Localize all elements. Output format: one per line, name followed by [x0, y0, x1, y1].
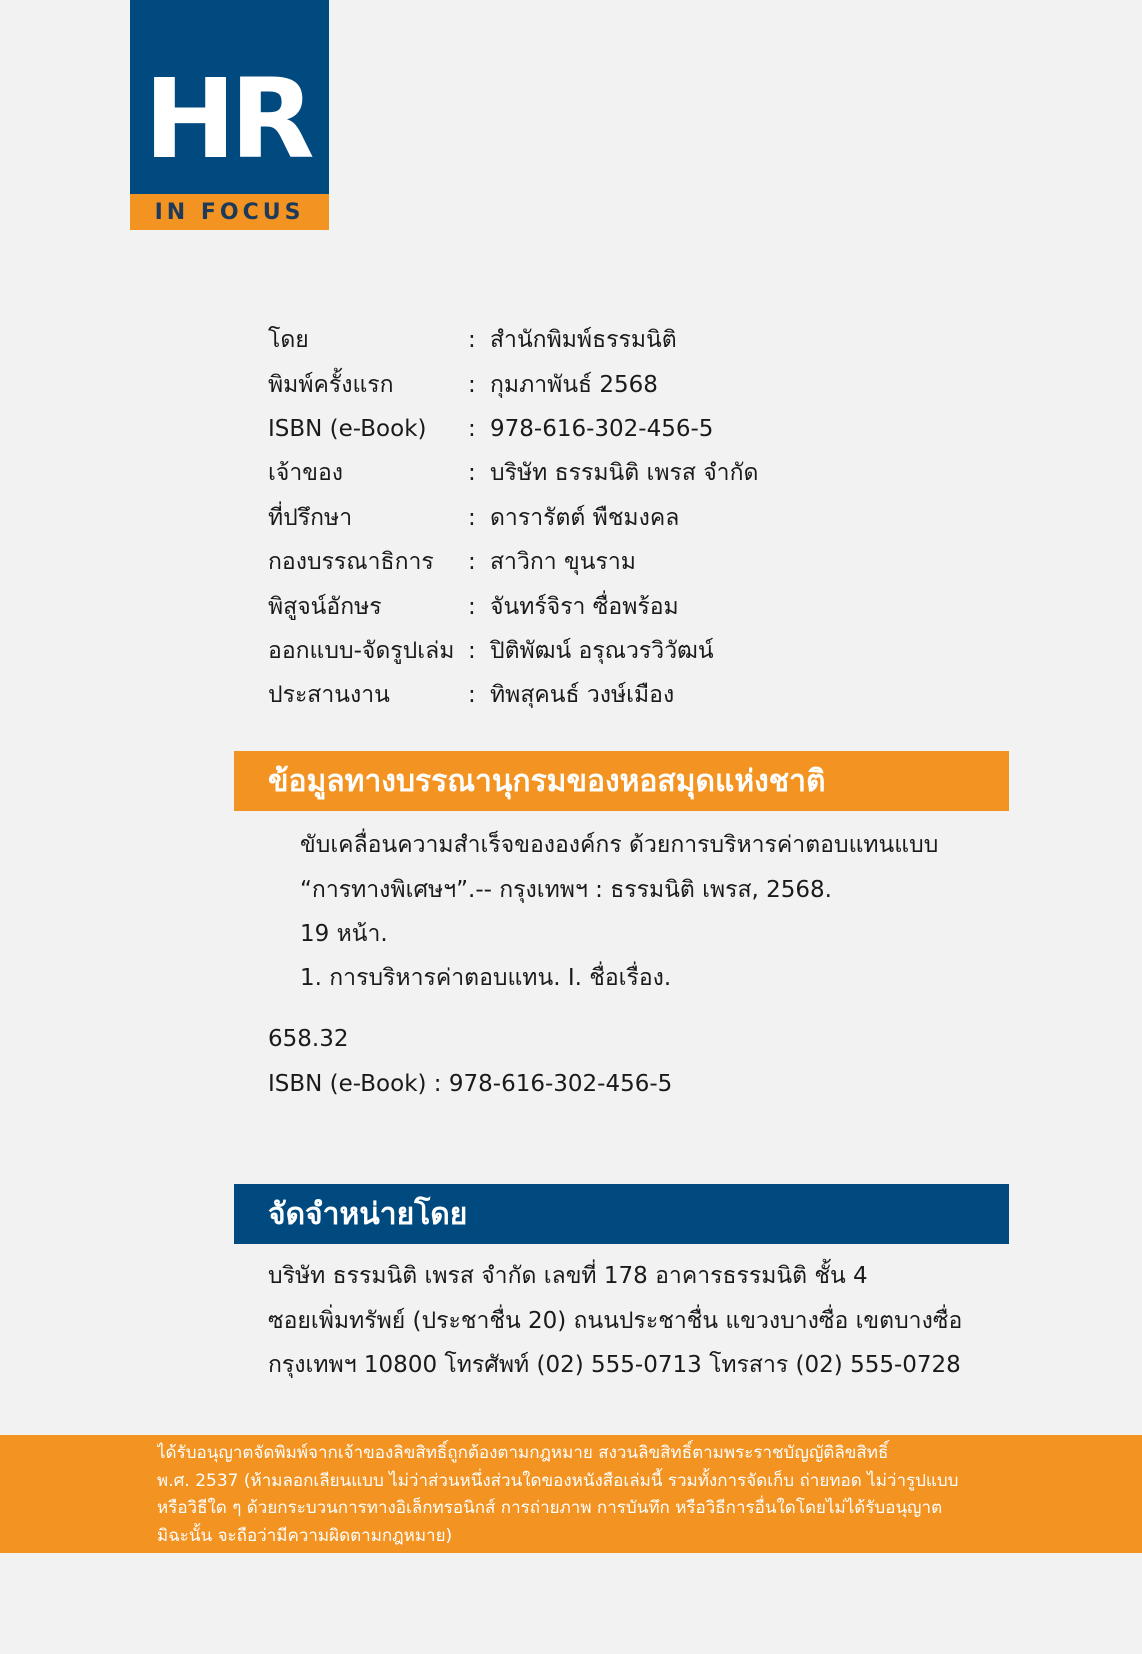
credit-value: ปิติพัฒน์ อรุณวรวิวัฒน์ — [490, 637, 714, 664]
credit-separator: : — [468, 682, 476, 709]
credit-separator: : — [468, 637, 476, 664]
catalog-heading: ข้อมูลทางบรรณานุกรมของหอสมุดแห่งชาติ — [268, 763, 826, 799]
logo-main-text: HR — [144, 55, 309, 183]
logo-orange-strip — [130, 194, 329, 230]
credit-label: ออกแบบ-จัดรูปเล่ม — [268, 637, 455, 664]
credit-value: ดารารัตต์ พืชมงคล — [490, 504, 680, 531]
catalog-line: 19 หน้า. — [300, 920, 388, 947]
catalog-line: “การทางพิเศษฯ”.-- กรุงเทพฯ : ธรรมนิติ เพรส, 2568. — [300, 876, 832, 903]
address-line: ซอยเพิ่มทรัพย์ (ประชาชื่น 20) ถนนประชาชื่น แขวงบางซื่อ เขตบางซื่อ — [268, 1307, 963, 1334]
credit-label: พิมพ์ครั้งแรก — [268, 371, 394, 398]
catalog-entry — [300, 823, 938, 1001]
credit-row — [268, 629, 758, 673]
credit-value: จันทร์จิรา ซื่อพร้อม — [490, 593, 679, 620]
credit-row — [268, 584, 758, 628]
credits-table — [268, 318, 758, 718]
credit-separator: : — [468, 460, 476, 487]
credit-label: โดย — [268, 327, 309, 354]
credit-label: กองบรรณาธิการ — [268, 549, 434, 576]
copyright-line: หรือวิธีใด ๆ ด้วยกระบวนการทางอิเล็กทรอนิกส์ การถ่ายภาพ การบันทึก หรือวิธีการอื่นใดโดยไม่ได้รับอนุญาต — [157, 1498, 943, 1519]
credit-separator: : — [468, 327, 476, 354]
credit-value: กุมภาพันธ์ 2568 — [490, 371, 658, 398]
credit-label: ISBN (e-Book) — [268, 415, 427, 442]
copyright-line: มิฉะนั้น จะถือว่ามีความผิดตามกฎหมาย) — [157, 1525, 453, 1546]
catalog-line: 1. การบริหารค่าตอบแทน. I. ชื่อเรื่อง. — [300, 965, 672, 992]
distribution-address — [268, 1254, 962, 1387]
credit-separator: : — [468, 593, 476, 620]
catalog-heading-bar — [234, 751, 1009, 811]
address-line: บริษัท ธรรมนิติ เพรส จำกัด เลขที่ 178 อาคารธรรมนิติ ชั้น 4 — [268, 1263, 868, 1290]
credit-value: ทิพสุคนธ์ วงษ์เมือง — [490, 682, 675, 709]
credit-label: เจ้าของ — [268, 460, 344, 487]
distribution-heading: จัดจำหน่ายโดย — [268, 1196, 468, 1232]
address-line: กรุงเทพฯ 10800 โทรศัพท์ (02) 555-0713 โทรสาร (02) 555-0728 — [268, 1351, 961, 1378]
logo-blue-block — [130, 0, 329, 194]
classification-number: 658.32 — [268, 1025, 349, 1052]
catalog-isbn: ISBN (e-Book) : 978-616-302-456-5 — [268, 1070, 673, 1097]
credit-value: 978-616-302-456-5 — [490, 415, 714, 442]
credit-row — [268, 540, 758, 584]
distribution-heading-bar — [234, 1184, 1009, 1244]
credit-row — [268, 318, 758, 362]
credit-value: สำนักพิมพ์ธรรมนิติ — [490, 327, 677, 354]
credit-label: พิสูจน์อักษร — [268, 593, 382, 620]
credit-label: ที่ปรึกษา — [268, 504, 353, 531]
credit-separator: : — [468, 415, 476, 442]
classification-block — [268, 1016, 672, 1106]
credit-separator: : — [468, 504, 476, 531]
credit-row — [268, 362, 758, 406]
credit-separator: : — [468, 549, 476, 576]
credit-value: สาวิกา ขุนราม — [490, 549, 636, 576]
credit-row — [268, 407, 758, 451]
copyright-line: ได้รับอนุญาตจัดพิมพ์จากเจ้าของลิขสิทธิ์ถูกต้องตามกฎหมาย สงวนลิขสิทธิ์ตามพระราชบัญญัติลิขสิทธิ์ — [157, 1443, 889, 1464]
catalog-line: ขับเคลื่อนความสำเร็จขององค์กร ด้วยการบริหารค่าตอบแทนแบบ — [300, 832, 939, 859]
hr-in-focus-logo — [130, 0, 329, 230]
credit-value: บริษัท ธรรมนิติ เพรส จำกัด — [490, 460, 759, 487]
copyright-line: พ.ศ. 2537 (ห้ามลอกเลียนแบบ ไม่ว่าส่วนหนึ่งส่วนใดของหนังสือเล่มนี้ รวมทั้งการจัดเก็บ ถ่ายทอด ไม่ว่ารูปแบบ — [157, 1470, 959, 1491]
credit-row — [268, 496, 758, 540]
credit-row — [268, 451, 758, 495]
credit-label: ประสานงาน — [268, 682, 390, 709]
copyright-notice — [0, 1435, 1142, 1553]
credit-separator: : — [468, 371, 476, 398]
credit-row — [268, 673, 758, 717]
logo-sub-text: IN FOCUS — [154, 199, 305, 225]
